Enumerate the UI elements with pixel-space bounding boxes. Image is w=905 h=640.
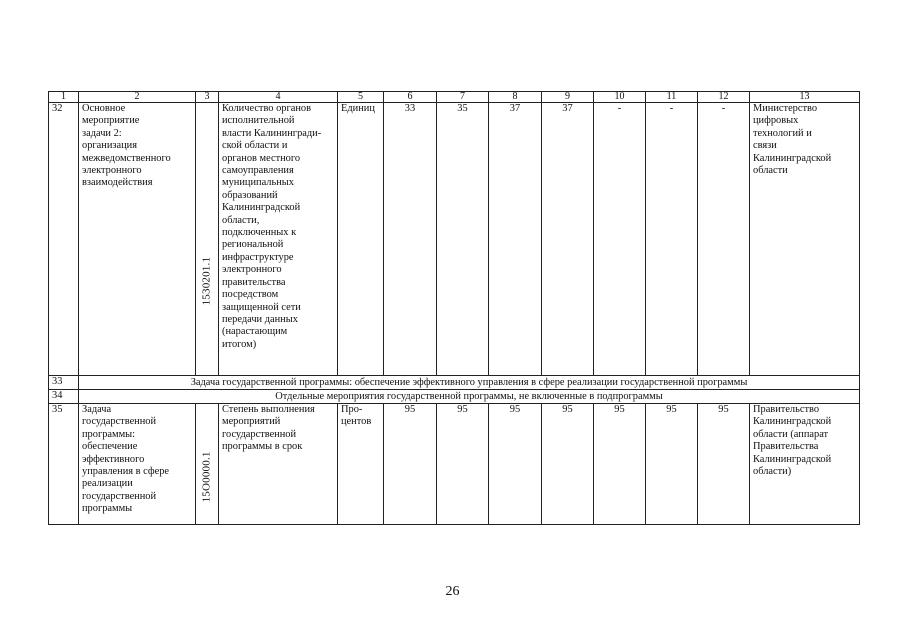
value-cell: 37 — [542, 103, 594, 376]
value-cell: 95 — [542, 404, 594, 525]
page-number: 26 — [445, 584, 460, 599]
table-row — [49, 376, 860, 390]
unit: Про- центов — [338, 404, 384, 525]
value-cell: 35 — [437, 103, 489, 376]
value-cell: 95 — [646, 404, 698, 525]
value-cell: 37 — [489, 103, 542, 376]
column-number: 5 — [338, 92, 384, 103]
activity-name: Основное мероприятие задачи 2: организация межведомственного электронного взаимодействия — [79, 103, 196, 376]
column-number: 1 — [49, 92, 79, 103]
row-number: 34 — [49, 390, 79, 404]
row-number: 32 — [49, 103, 79, 376]
value-cell: - — [646, 103, 698, 376]
column-number: 10 — [594, 92, 646, 103]
value-cell: 95 — [384, 404, 437, 525]
column-number: 8 — [489, 92, 542, 103]
responsible-executor: Правительство Калининградской области (аппарат Правительства Калининградской области) — [750, 404, 860, 525]
column-number: 12 — [698, 92, 750, 103]
value-cell: - — [698, 103, 750, 376]
table-row — [49, 404, 860, 525]
indicator-name: Степень выполнения мероприятий государственной программы в срок — [219, 404, 338, 525]
responsible-executor: Министерство цифровых технологий и связи Калининградской области — [750, 103, 860, 376]
code-cell — [196, 404, 219, 525]
value-cell: 95 — [489, 404, 542, 525]
value-cell: 95 — [437, 404, 489, 525]
column-number: 9 — [542, 92, 594, 103]
table-row — [49, 103, 860, 376]
column-number: 13 — [750, 92, 860, 103]
code-cell — [196, 103, 219, 376]
indicators-table — [48, 91, 860, 525]
row-number: 35 — [49, 404, 79, 525]
value-cell: 33 — [384, 103, 437, 376]
activity-code: 1530201.1 — [200, 256, 213, 305]
column-number: 11 — [646, 92, 698, 103]
activity-code: 15O0000.1 — [200, 451, 213, 502]
activity-name: Задача государственной программы: обеспечение эффективного управления в сфере реализации государственной программы — [79, 404, 196, 525]
indicator-name: Количество органов исполнительной власти Калинингради- ской области и органов местного самоуправления муниципальных образований Калининградской области, подключенных к региональной инфраструктуре электронного правительства посредством защищенной сети передачи данных (нарастающим итогом) — [219, 103, 338, 376]
separate-activities-heading: Отдельные мероприятия государственной программы, не включенные в подпрограммы — [79, 390, 860, 404]
column-number-row — [49, 92, 860, 103]
column-number: 4 — [219, 92, 338, 103]
program-task-heading: Задача государственной программы: обеспечение эффективного управления в сфере реализации государственной программы — [79, 376, 860, 390]
column-number: 7 — [437, 92, 489, 103]
unit: Единиц — [338, 103, 384, 376]
table-row — [49, 390, 860, 404]
column-number: 6 — [384, 92, 437, 103]
value-cell: 95 — [594, 404, 646, 525]
column-number: 3 — [196, 92, 219, 103]
row-number: 33 — [49, 376, 79, 390]
value-cell: - — [594, 103, 646, 376]
column-number: 2 — [79, 92, 196, 103]
value-cell: 95 — [698, 404, 750, 525]
